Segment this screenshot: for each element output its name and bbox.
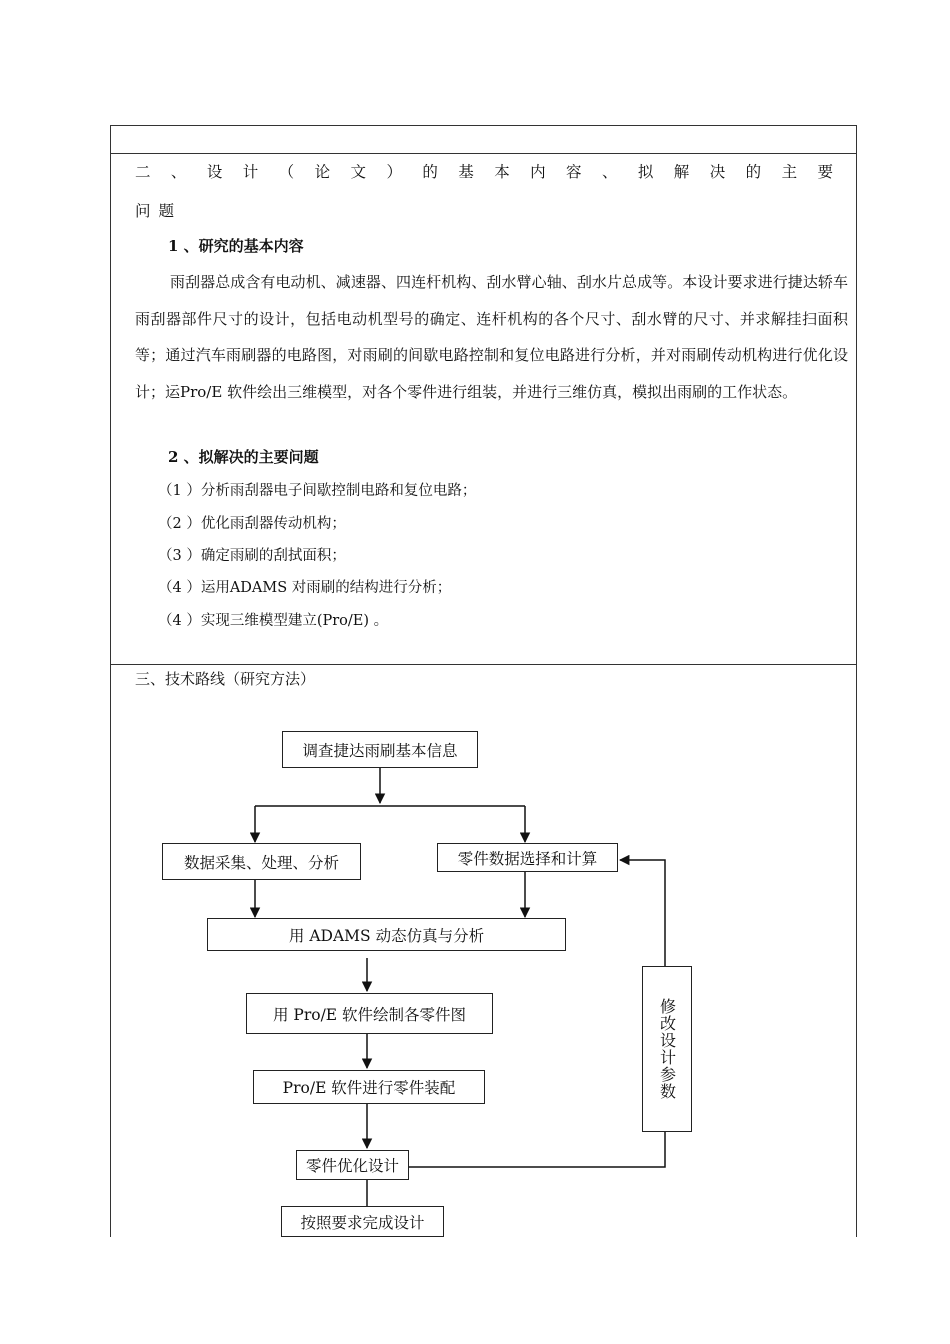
list-item: （4 ）运用ADAMS 对雨刷的结构进行分析；	[158, 580, 452, 596]
list-item: （3 ）确定雨刷的刮拭面积；	[158, 548, 346, 564]
section3-title: 三、技术路线（研究方法）	[135, 670, 316, 688]
list-item: （1 ）分析雨刮器电子间歇控制电路和复位电路；	[158, 483, 477, 499]
flow-feedback-modify-params: 修改设计参数	[642, 966, 692, 1132]
flow-step-assembly: Pro/E 软件进行零件装配	[253, 1070, 485, 1104]
section2-title: 二、设计（论文）的基本内容、拟解决的主要	[135, 163, 835, 181]
flow-step-survey: 调查捷达雨刷基本信息	[282, 731, 478, 768]
subheading-research-content: 1 、研究的基本内容	[168, 237, 304, 255]
flow-step-draw: 用 Pro/E 软件绘制各零件图	[246, 993, 493, 1034]
subheading-main-problems: 2 、拟解决的主要问题	[168, 448, 319, 466]
research-content-paragraph: 雨刮器总成含有电动机、减速器、四连杆机构、刮水臂心轴、刮水片总成等。本设计要求进行捷达轿车雨刮器部件尺寸的设计，包括电动机型号的确定、连杆机构的各个尺寸、刮水臂的尺寸、并求解挂扫面积等；通过汽车雨刷器的电路图，对雨刷的间歇电路控制和复位电路进行分析，并对雨刷传动机构进行优化设计；运Pro/E 软件绘出三维模型，对各个零件进行组装，并进行三维仿真，模拟出雨刷的工作状态。	[135, 273, 848, 401]
flow-step-optimize: 零件优化设计	[296, 1150, 409, 1180]
flow-step-finish: 按照要求完成设计	[281, 1206, 444, 1237]
flow-step-data: 数据采集、处理、分析	[162, 843, 361, 880]
feedback-line-upper	[620, 860, 665, 966]
flow-step-parts: 零件数据选择和计算	[437, 843, 618, 872]
feedback-line-lower	[409, 1132, 665, 1167]
flow-step-adams: 用 ADAMS 动态仿真与分析	[207, 918, 566, 951]
section2-title-cont: 问题	[135, 202, 183, 220]
list-item: （4 ）实现三维模型建立(Pro/E) 。	[158, 613, 389, 629]
list-item: （2 ）优化雨刮器传动机构；	[158, 516, 346, 532]
